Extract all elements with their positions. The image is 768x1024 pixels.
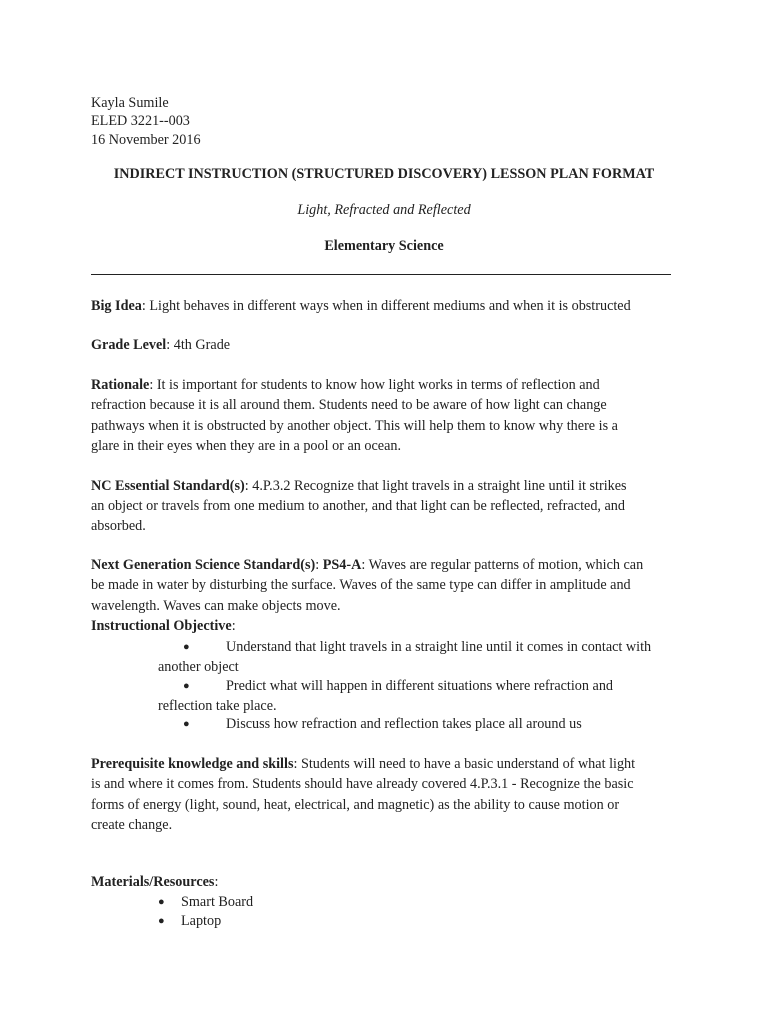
document-title: INDIRECT INSTRUCTION (STRUCTURED DISCOVERY) LESSON PLAN FORMAT: [113, 166, 655, 182]
ngss-text: : Waves are regular patterns of motion, which can: [361, 557, 644, 573]
materials-item-2: Laptop: [181, 913, 222, 929]
prereq-line-1: [91, 754, 635, 774]
ngss-colon: :: [315, 557, 323, 573]
objective-item-1-line-1: Understand that light travels in a straight line until it comes in contact with: [226, 639, 652, 655]
materials-item-1: Smart Board: [181, 894, 254, 910]
prereq-label: Prerequisite knowledge and skills: [91, 756, 294, 772]
materials-heading: [91, 872, 218, 892]
bullet-icon: ●: [158, 896, 165, 908]
bullet-icon: ●: [183, 641, 190, 653]
objective-item-3-line-1: Discuss how refraction and reflection takes place all around us: [226, 716, 582, 732]
nc-standard-line-3: absorbed.: [91, 518, 146, 534]
big-idea-text: Light behaves in different ways when in different mediums and when it is obstructed: [145, 298, 631, 314]
course-code: ELED 3221--003: [91, 113, 190, 129]
rationale-label: Rationale: [91, 377, 150, 393]
grade-level-text: : 4th Grade: [166, 337, 231, 353]
ngss-line-1: [91, 555, 643, 575]
grade-level-label: Grade Level: [91, 337, 167, 353]
rationale-text: : It is important for students to know how light works in terms of reflection and: [149, 377, 600, 393]
big-idea-section: [91, 296, 631, 316]
ngss-line-3: wavelength. Waves can make objects move.: [91, 598, 341, 614]
ngss-line-2: be made in water by disturbing the surface. Waves of the same type can differ in amplitude and: [91, 577, 631, 593]
bullet-icon: ●: [158, 915, 165, 927]
author-name: Kayla Sumile: [91, 95, 169, 111]
lesson-subtitle: Light, Refracted and Reflected: [297, 202, 471, 218]
prereq-line-2: is and where it comes from. Students should have already covered 4.P.3.1 - Recognize the basic: [91, 776, 634, 792]
nc-standard-label: NC Essential Standard(s): [91, 478, 245, 494]
ngss-code: PS4-A: [322, 557, 362, 573]
nc-standard-line-2: an object or travels from one medium to another, and that light can be reflected, refracted, and: [91, 498, 625, 514]
bullet-icon: ●: [183, 680, 190, 692]
prereq-text: : Students will need to have a basic understand of what light: [293, 756, 636, 772]
nc-standard-line-1: [91, 476, 627, 496]
rationale-line-4: glare in their eyes when they are in a pool or an ocean.: [91, 438, 402, 454]
horizontal-divider: [91, 274, 671, 275]
objective-item-2-line-1: Predict what will happen in different situations where refraction and: [226, 678, 614, 694]
subject-heading: Elementary Science: [324, 238, 444, 254]
grade-level-section: [91, 335, 230, 355]
rationale-line-1: [91, 375, 600, 395]
rationale-line-3: pathways when it is obstructed by another object. This will help them to know why there is a: [91, 418, 618, 434]
rationale-line-2: refraction because it is all around them. Students need to be aware of how light can change: [91, 397, 607, 413]
objective-item-2-line-2: reflection take place.: [158, 698, 277, 714]
materials-label: Materials/Resources: [91, 874, 215, 890]
nc-standard-text: : 4.P.3.2 Recognize that light travels in a straight line until it strikes: [244, 478, 627, 494]
big-idea-colon: :: [141, 298, 146, 314]
objective-colon: :: [231, 618, 236, 634]
objective-label: Instructional Objective: [91, 618, 232, 634]
ngss-label: Next Generation Science Standard(s): [91, 557, 316, 573]
materials-colon: :: [214, 874, 219, 890]
bullet-icon: ●: [183, 718, 190, 730]
objective-heading: [91, 616, 236, 636]
prereq-line-4: create change.: [91, 817, 173, 833]
document-date: 16 November 2016: [91, 132, 201, 148]
prereq-line-3: forms of energy (light, sound, heat, electrical, and magnetic) as the ability to cause motion or: [91, 797, 620, 813]
objective-item-1-line-2: another object: [158, 659, 239, 675]
big-idea-label: Big Idea: [91, 298, 142, 314]
